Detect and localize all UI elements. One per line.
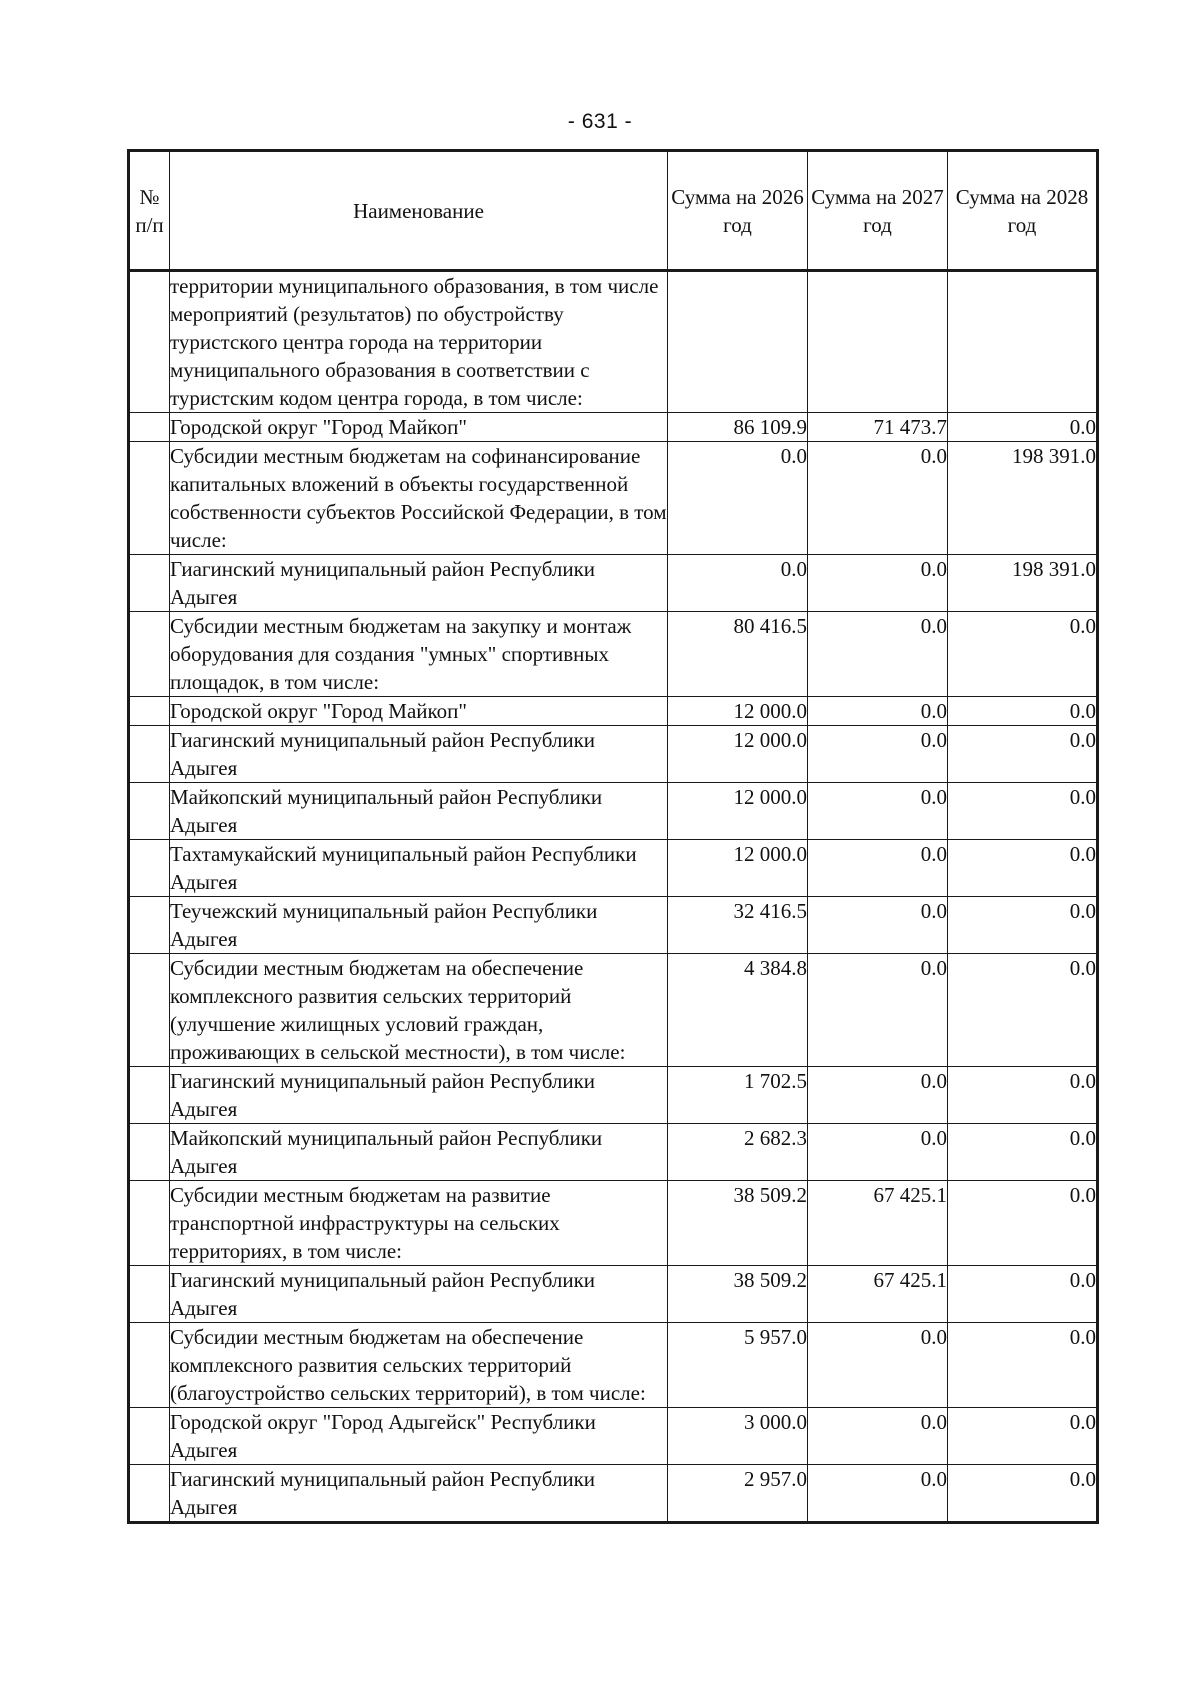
cell-name: Городской округ "Город Адыгейск" Республики Адыгея [170, 1408, 668, 1465]
cell-sum-2028: 0.0 [948, 413, 1098, 442]
table-row [129, 697, 1098, 726]
budget-table [127, 149, 1099, 1524]
cell-name: Гиагинский муниципальный район Республики Адыгея [170, 726, 668, 783]
table-row [129, 840, 1098, 897]
table-row [129, 897, 1098, 954]
cell-num [129, 954, 170, 1067]
header-num: № п/п [129, 151, 170, 271]
table-row [129, 1323, 1098, 1408]
cell-sum-2026: 12 000.0 [668, 697, 808, 726]
cell-num [129, 726, 170, 783]
cell-sum-2027: 0.0 [808, 1323, 948, 1408]
cell-sum-2026: 0.0 [668, 555, 808, 612]
table-row [129, 1465, 1098, 1523]
cell-name: Городской округ "Город Майкоп" [170, 697, 668, 726]
cell-sum-2027: 0.0 [808, 1124, 948, 1181]
cell-name: Теучежский муниципальный район Республики Адыгея [170, 897, 668, 954]
cell-sum-2027: 0.0 [808, 442, 948, 555]
cell-sum-2026: 86 109.9 [668, 413, 808, 442]
cell-name: Тахтамукайский муниципальный район Республики Адыгея [170, 840, 668, 897]
cell-sum-2027: 0.0 [808, 555, 948, 612]
cell-name: Субсидии местным бюджетам на развитие транспортной инфраструктуры на сельских территориях, в том числе: [170, 1181, 668, 1266]
cell-sum-2027: 0.0 [808, 897, 948, 954]
table-row [129, 555, 1098, 612]
cell-name: Майкопский муниципальный район Республики Адыгея [170, 783, 668, 840]
cell-sum-2027: 0.0 [808, 954, 948, 1067]
cell-num [129, 1266, 170, 1323]
cell-sum-2026: 12 000.0 [668, 840, 808, 897]
cell-num [129, 1323, 170, 1408]
cell-num [129, 1408, 170, 1465]
cell-sum-2026: 32 416.5 [668, 897, 808, 954]
cell-sum-2027: 67 425.1 [808, 1181, 948, 1266]
page-number: - 631 - [567, 110, 633, 133]
cell-num [129, 840, 170, 897]
header-sum-2027: Сумма на 2027 год [808, 151, 948, 271]
cell-sum-2026: 3 000.0 [668, 1408, 808, 1465]
cell-name: Майкопский муниципальный район Республики Адыгея [170, 1124, 668, 1181]
cell-num [129, 1181, 170, 1266]
table-row [129, 1266, 1098, 1323]
cell-sum-2028: 0.0 [948, 1408, 1098, 1465]
cell-sum-2027: 71 473.7 [808, 413, 948, 442]
cell-sum-2028: 0.0 [948, 1465, 1098, 1523]
cell-sum-2028: 0.0 [948, 783, 1098, 840]
cell-sum-2028: 0.0 [948, 1266, 1098, 1323]
cell-sum-2026: 1 702.5 [668, 1067, 808, 1124]
cell-sum-2027: 0.0 [808, 783, 948, 840]
cell-sum-2028: 0.0 [948, 840, 1098, 897]
header-sum-2026: Сумма на 2026 год [668, 151, 808, 271]
cell-num [129, 555, 170, 612]
table-body [129, 271, 1098, 1523]
cell-name: Субсидии местным бюджетам на закупку и монтаж оборудования для создания "умных" спортивных площадок, в том числе: [170, 612, 668, 697]
header-sum-2028: Сумма на 2028 год [948, 151, 1098, 271]
table-row [129, 1067, 1098, 1124]
cell-sum-2026: 80 416.5 [668, 612, 808, 697]
cell-sum-2028: 0.0 [948, 1323, 1098, 1408]
cell-sum-2026: 12 000.0 [668, 726, 808, 783]
table-header [129, 151, 1098, 271]
cell-sum-2028: 198 391.0 [948, 555, 1098, 612]
cell-sum-2026: 2 957.0 [668, 1465, 808, 1523]
cell-sum-2026: 38 509.2 [668, 1181, 808, 1266]
cell-num [129, 1465, 170, 1523]
cell-num [129, 413, 170, 442]
cell-num [129, 271, 170, 413]
cell-sum-2027: 0.0 [808, 697, 948, 726]
cell-sum-2026 [668, 271, 808, 413]
cell-sum-2028: 0.0 [948, 1067, 1098, 1124]
cell-sum-2028: 0.0 [948, 954, 1098, 1067]
cell-sum-2026: 5 957.0 [668, 1323, 808, 1408]
table-row [129, 612, 1098, 697]
table-row [129, 1181, 1098, 1266]
cell-name: Гиагинский муниципальный район Республики Адыгея [170, 555, 668, 612]
cell-sum-2026: 38 509.2 [668, 1266, 808, 1323]
cell-num [129, 1124, 170, 1181]
cell-sum-2027: 0.0 [808, 1465, 948, 1523]
table-row [129, 413, 1098, 442]
cell-sum-2028: 0.0 [948, 897, 1098, 954]
cell-num [129, 1067, 170, 1124]
table-row [129, 1124, 1098, 1181]
cell-sum-2026: 4 384.8 [668, 954, 808, 1067]
cell-sum-2027: 67 425.1 [808, 1266, 948, 1323]
cell-name: Субсидии местным бюджетам на обеспечение комплексного развития сельских территорий (благоустройство сельских территорий), в том числе: [170, 1323, 668, 1408]
table-row [129, 442, 1098, 555]
cell-sum-2027: 0.0 [808, 726, 948, 783]
table-row [129, 954, 1098, 1067]
table-row [129, 726, 1098, 783]
cell-sum-2026: 12 000.0 [668, 783, 808, 840]
cell-sum-2027: 0.0 [808, 840, 948, 897]
cell-sum-2028 [948, 271, 1098, 413]
cell-name: Гиагинский муниципальный район Республики Адыгея [170, 1067, 668, 1124]
table-row [129, 1408, 1098, 1465]
cell-sum-2026: 2 682.3 [668, 1124, 808, 1181]
cell-sum-2027: 0.0 [808, 1408, 948, 1465]
cell-sum-2027 [808, 271, 948, 413]
cell-name: Гиагинский муниципальный район Республики Адыгея [170, 1465, 668, 1523]
cell-sum-2026: 0.0 [668, 442, 808, 555]
cell-name: территории муниципального образования, в том числе мероприятий (результатов) по обустройству туристского центра города на территории муниципального образования в соответствии с туристским кодом центра города, в том числе: [170, 271, 668, 413]
table-row [129, 271, 1098, 413]
cell-sum-2028: 0.0 [948, 697, 1098, 726]
cell-sum-2028: 0.0 [948, 1124, 1098, 1181]
cell-name: Субсидии местным бюджетам на обеспечение комплексного развития сельских территорий (улучшение жилищных условий граждан, проживающих в сельской местности), в том числе: [170, 954, 668, 1067]
cell-num [129, 783, 170, 840]
header-name: Наименование [170, 151, 668, 271]
cell-name: Городской округ "Город Майкоп" [170, 413, 668, 442]
cell-sum-2027: 0.0 [808, 612, 948, 697]
cell-name: Субсидии местным бюджетам на софинансирование капитальных вложений в объекты государственной собственности субъектов Российской Федерации, в том числе: [170, 442, 668, 555]
table-row [129, 783, 1098, 840]
cell-sum-2027: 0.0 [808, 1067, 948, 1124]
cell-num [129, 442, 170, 555]
cell-num [129, 612, 170, 697]
header-row [129, 151, 1098, 271]
cell-sum-2028: 0.0 [948, 726, 1098, 783]
cell-name: Гиагинский муниципальный район Республики Адыгея [170, 1266, 668, 1323]
cell-num [129, 897, 170, 954]
cell-sum-2028: 198 391.0 [948, 442, 1098, 555]
cell-sum-2028: 0.0 [948, 1181, 1098, 1266]
cell-num [129, 697, 170, 726]
cell-sum-2028: 0.0 [948, 612, 1098, 697]
